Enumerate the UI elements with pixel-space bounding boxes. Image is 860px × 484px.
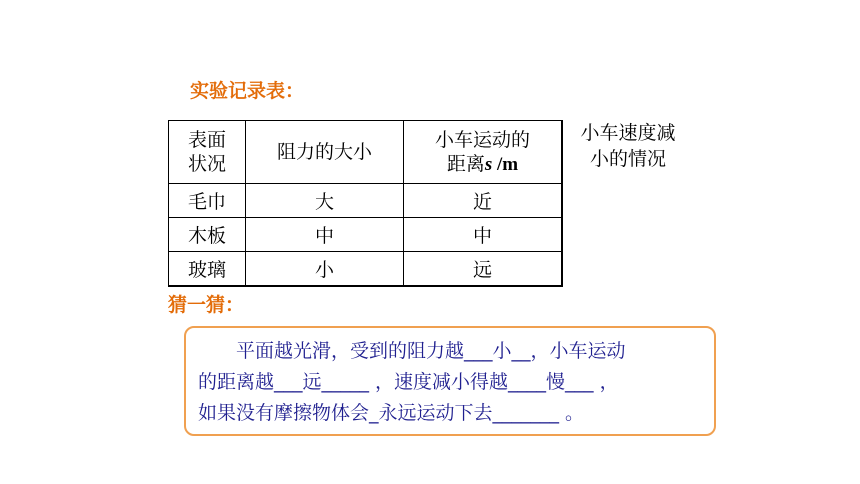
distance-cell: 远: [404, 252, 563, 287]
surface-cell: 木板: [169, 218, 246, 252]
fill-line-3: 如果没有摩擦物体会_永远运动下去_______ 。: [198, 402, 585, 424]
resistance-cell: 大: [246, 184, 404, 218]
table-row: [169, 252, 563, 287]
surface-cell: 毛巾: [169, 184, 246, 218]
header-distance: 小车运动的 距离s /m: [404, 121, 563, 184]
fill-line-1: 平面越光滑，受到的阻力越___小__，小车运动: [236, 340, 626, 362]
table-row: [169, 218, 563, 252]
fill-line-2: 的距离越___远_____ ，速度减小得越____慢___ ，: [198, 371, 619, 393]
resistance-cell: 中: [246, 218, 404, 252]
fill-in-blank-box: [184, 326, 716, 436]
table-header-row: [169, 121, 563, 184]
speed-decrease-note: 小车速度减 小的情况: [580, 122, 676, 170]
guess-title: 猜一猜：: [168, 294, 245, 316]
surface-cell: 玻璃: [169, 252, 246, 287]
table-row: [169, 184, 563, 218]
record-table-title: 实验记录表：: [190, 80, 305, 102]
experiment-record-table: [168, 120, 563, 287]
resistance-cell: 小: [246, 252, 404, 287]
distance-cell: 近: [404, 184, 563, 218]
header-surface: 表面 状况: [169, 121, 246, 184]
header-resistance: 阻力的大小: [246, 121, 404, 184]
distance-cell: 中: [404, 218, 563, 252]
